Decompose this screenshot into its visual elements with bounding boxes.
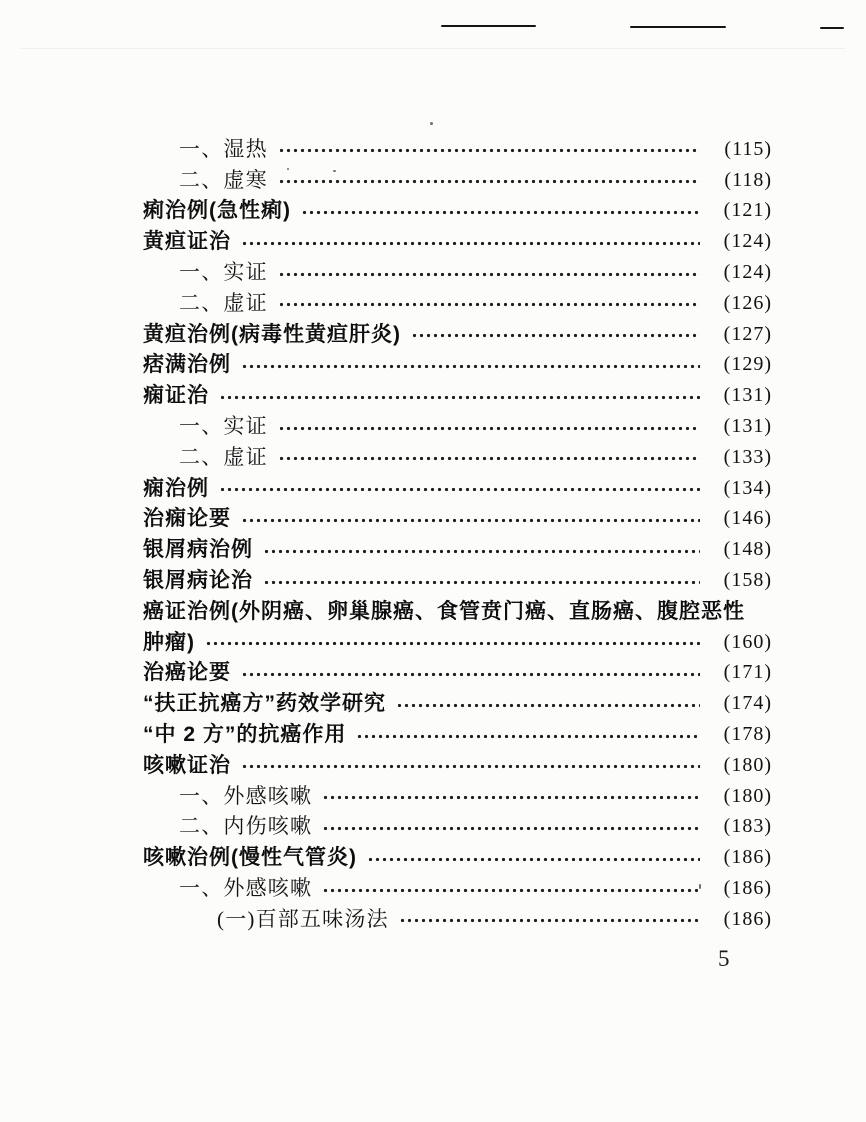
entry-page: (115)	[724, 137, 772, 160]
toc-entry	[143, 226, 772, 257]
toc-entry	[143, 842, 772, 873]
toc-entry	[143, 719, 772, 750]
leader-dots	[219, 485, 700, 494]
entry-title: 银屑病治例	[143, 538, 253, 562]
leader-dots	[411, 331, 700, 340]
leader-dots	[322, 793, 700, 802]
entry-title: 银屑病论治	[143, 569, 253, 593]
entry-page: (134)	[723, 476, 772, 499]
entry-page: (186)	[723, 877, 772, 900]
table-of-contents	[143, 134, 772, 935]
entry-title: 二、虚寒	[179, 167, 268, 192]
entry-title: “扶正抗癌方”药效学研究	[143, 692, 386, 716]
entry-title: 痫治例	[143, 476, 209, 500]
leader-dots	[301, 208, 700, 217]
scan-artifact-line	[820, 27, 844, 29]
entry-title: 癌证治例(外阴癌、卵巢腺癌、食管贲门癌、直肠癌、腹腔恶性	[143, 599, 745, 623]
entry-title: 一、实证	[179, 260, 268, 285]
toc-entry	[143, 873, 772, 904]
toc-entry	[143, 350, 772, 381]
entry-page: (183)	[723, 815, 772, 838]
leader-dots	[367, 855, 700, 864]
leader-dots	[241, 239, 700, 248]
toc-entry	[143, 473, 772, 504]
toc-entry	[143, 534, 772, 565]
entry-title: 肿瘤)	[143, 630, 195, 654]
toc-entry	[143, 627, 772, 658]
entry-title: 痢治例(急性痢)	[143, 199, 291, 223]
leader-dots	[263, 578, 700, 587]
entry-title: 一、外感咳嗽	[179, 876, 313, 901]
leader-dots	[219, 393, 700, 402]
toc-entry	[143, 288, 772, 319]
entry-page: (186)	[723, 846, 772, 869]
entry-title: 二、内伤咳嗽	[179, 814, 313, 839]
entry-page: (133)	[723, 445, 772, 468]
toc-entry	[143, 658, 772, 689]
entry-title: “中 2 方”的抗癌作用	[143, 723, 347, 747]
toc-entry	[143, 565, 772, 596]
entry-page: (124)	[723, 261, 772, 284]
leader-dots	[278, 424, 700, 433]
leader-dots	[399, 916, 700, 925]
toc-entry	[143, 319, 772, 350]
leader-dots	[278, 300, 700, 309]
leader-dots	[278, 146, 700, 155]
leader-dots	[263, 547, 700, 556]
entry-page: (178)	[723, 723, 772, 746]
scan-artifact-line	[630, 26, 726, 28]
entry-page: (118)	[724, 168, 772, 191]
entry-title: 痞满治例	[143, 353, 231, 377]
toc-entry	[143, 596, 772, 627]
leader-dots	[356, 732, 700, 741]
toc-entry	[143, 411, 772, 442]
entry-title: 二、虚证	[179, 290, 268, 315]
leader-dots	[322, 886, 700, 895]
leader-dots	[241, 362, 700, 371]
entry-title: 咳嗽治例(慢性气管炎)	[143, 846, 357, 870]
leader-dots	[241, 762, 700, 771]
entry-title: 黄疸治例(病毒性黄疸肝炎)	[143, 322, 401, 346]
entry-title: 治癌论要	[143, 661, 231, 685]
toc-entry	[143, 781, 772, 812]
leader-dots	[278, 270, 700, 279]
entry-title: 咳嗽证治	[143, 753, 231, 777]
scan-streak	[20, 48, 846, 49]
entry-title: 一、湿热	[179, 136, 268, 161]
leader-dots	[278, 177, 700, 186]
leader-dots	[205, 639, 700, 648]
toc-entry	[143, 688, 772, 719]
entry-page: (126)	[723, 291, 772, 314]
leader-dots	[241, 516, 700, 525]
leader-dots	[241, 670, 700, 679]
entry-page: (124)	[723, 230, 772, 253]
entry-title: (一)百部五味汤法	[217, 906, 389, 931]
entry-page: (186)	[723, 907, 772, 930]
entry-page: (131)	[723, 415, 772, 438]
leader-dots	[278, 454, 700, 463]
entry-page: (180)	[723, 753, 772, 776]
scan-artifact-line	[441, 25, 536, 27]
entry-page: (171)	[723, 661, 772, 684]
folio-page-number: 5	[718, 946, 730, 971]
entry-page: (146)	[723, 507, 772, 530]
entry-page: (131)	[723, 384, 772, 407]
toc-entry	[143, 165, 772, 196]
entry-page: (129)	[723, 353, 772, 376]
entry-page: (148)	[723, 538, 772, 561]
entry-page: (174)	[723, 692, 772, 715]
entry-page: (160)	[723, 630, 772, 653]
entry-title: 治痫论要	[143, 507, 231, 531]
entry-title: 痫证治	[143, 384, 209, 408]
toc-entry	[143, 257, 772, 288]
entry-page: (180)	[723, 784, 772, 807]
toc-entry	[143, 504, 772, 535]
toc-entry	[143, 904, 772, 935]
toc-entry	[143, 380, 772, 411]
toc-entry	[143, 812, 772, 843]
toc-entry	[143, 750, 772, 781]
entry-title: 二、虚证	[179, 444, 268, 469]
entry-page: (121)	[723, 199, 772, 222]
toc-entry	[143, 134, 772, 165]
toc-entry	[143, 196, 772, 227]
entry-title: 一、实证	[179, 414, 268, 439]
toc-entry	[143, 442, 772, 473]
entry-title: 一、外感咳嗽	[179, 783, 313, 808]
leader-dots	[322, 824, 700, 833]
scan-speck	[430, 122, 433, 125]
entry-page: (127)	[723, 322, 772, 345]
entry-title: 黄疸证治	[143, 230, 231, 254]
entry-page: (158)	[723, 569, 772, 592]
leader-dots	[396, 701, 700, 710]
